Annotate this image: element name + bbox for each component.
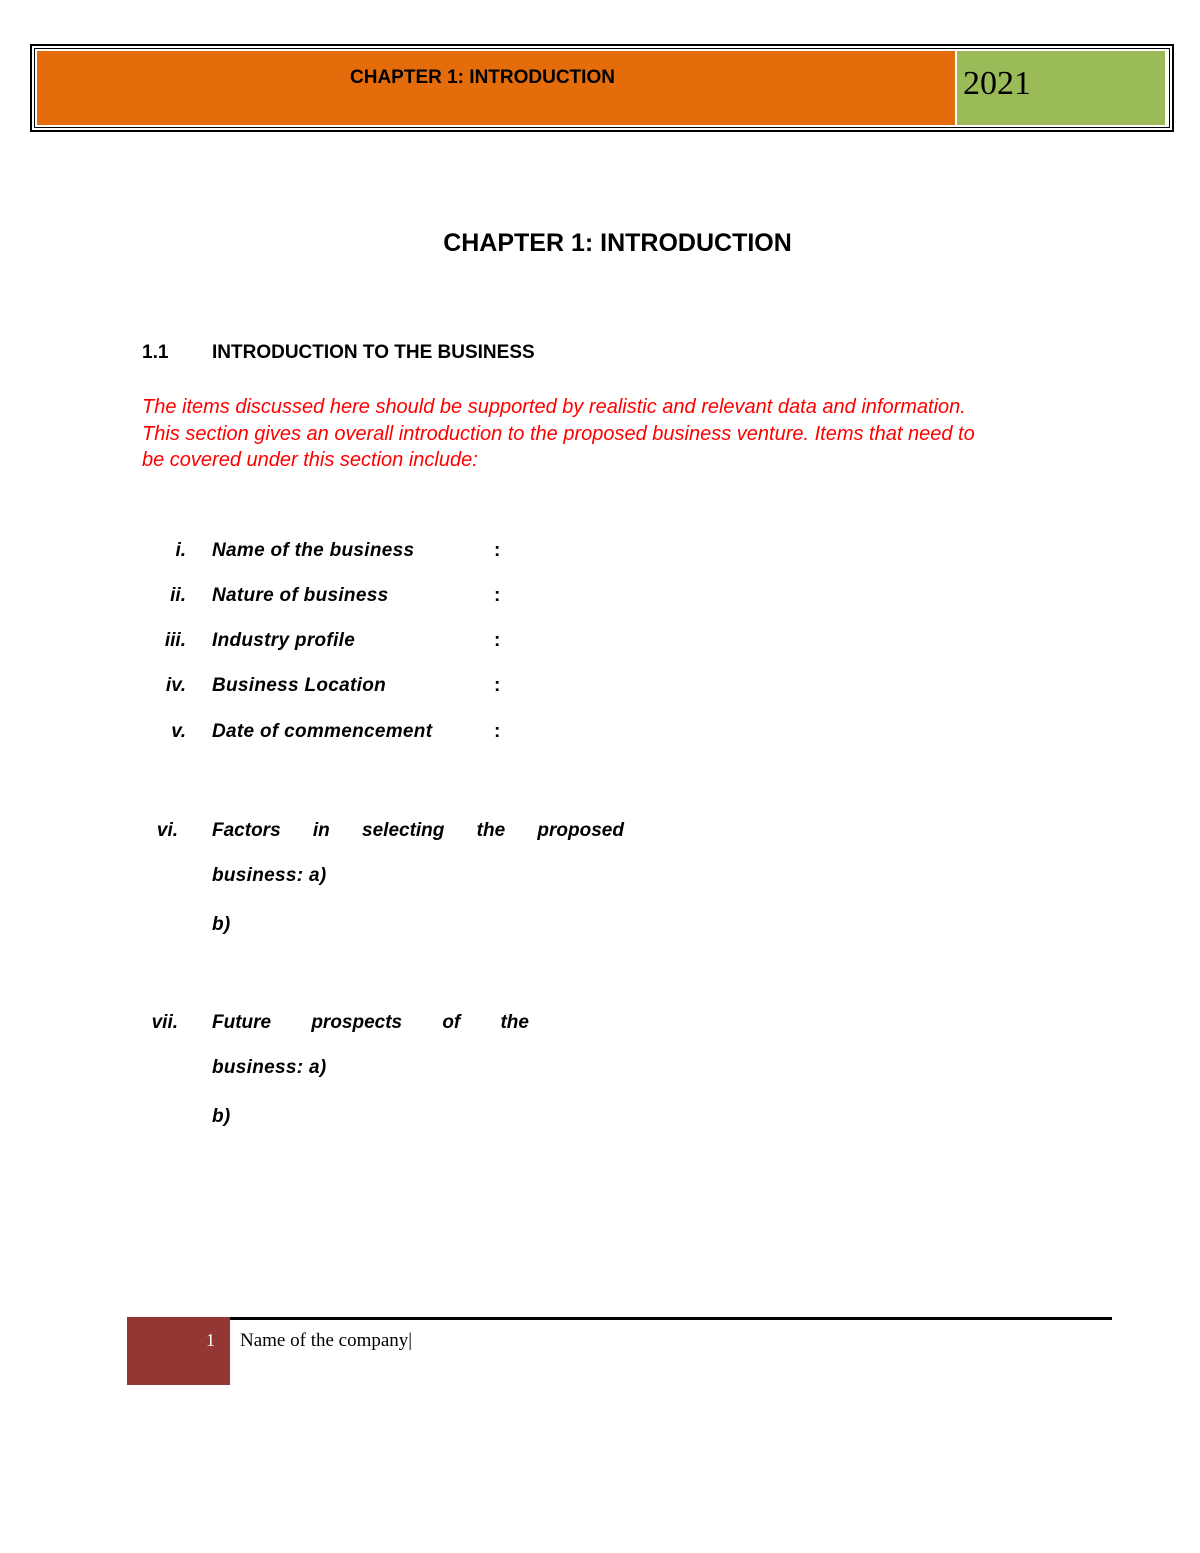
item-label: Name of the business [212, 540, 415, 561]
item-word: Factors [212, 820, 281, 841]
item-colon: : [494, 585, 501, 606]
footer-page-box [127, 1317, 230, 1385]
item-word: prospects [311, 1012, 403, 1033]
item-word: the [476, 820, 506, 841]
item-label: Nature of business [212, 585, 389, 606]
item-number: ii. [170, 585, 186, 606]
footer-page-number: 1 [206, 1330, 215, 1350]
header-inner-border [34, 48, 1170, 128]
item-sub-line: business: a) [212, 1057, 327, 1078]
item-word: Future [212, 1012, 272, 1033]
item-label: Date of commencement [212, 721, 433, 742]
item-sub-line: b) [212, 1106, 231, 1127]
header-title-cell [37, 51, 955, 125]
item-number: iii. [164, 630, 186, 651]
footer-rule [230, 1317, 1112, 1320]
item-sub-line: business: a) [212, 865, 327, 886]
item-number: iv. [165, 675, 186, 696]
document-title: CHAPTER 1: INTRODUCTION [443, 229, 792, 257]
item-word: the [500, 1012, 529, 1033]
header-title: CHAPTER 1: INTRODUCTION [350, 67, 615, 88]
intro-paragraph [142, 394, 1062, 474]
item-number: vi. [156, 820, 178, 841]
item-justified-line [212, 1012, 529, 1034]
item-sub-line: b) [212, 914, 231, 935]
item-label: Industry profile [212, 630, 356, 651]
section-title: INTRODUCTION TO THE BUSINESS [212, 342, 535, 363]
section-number: 1.1 [142, 342, 169, 363]
item-number: i. [175, 540, 186, 561]
intro-line: be covered under this section include: [142, 449, 478, 471]
item-colon: : [494, 630, 501, 651]
header-frame [30, 44, 1174, 132]
item-word: in [312, 820, 330, 841]
item-colon: : [494, 540, 501, 561]
header-year: 2021 [963, 65, 1031, 102]
item-number: vii. [151, 1012, 178, 1033]
item-label: Business Location [212, 675, 387, 696]
item-number: v. [171, 721, 186, 742]
intro-line: This section gives an overall introduction to the proposed business venture. Items that need to [142, 422, 975, 445]
footer-company-name: Name of the company| [240, 1330, 413, 1351]
item-colon: : [494, 675, 501, 696]
intro-line: The items discussed here should be supported by realistic and relevant data and information. [142, 396, 966, 418]
header-year-cell [957, 51, 1165, 125]
item-colon: : [494, 721, 501, 742]
item-word: proposed [537, 820, 624, 841]
item-word: selecting [362, 820, 445, 841]
item-justified-line [212, 820, 624, 842]
item-word: of [442, 1012, 461, 1033]
